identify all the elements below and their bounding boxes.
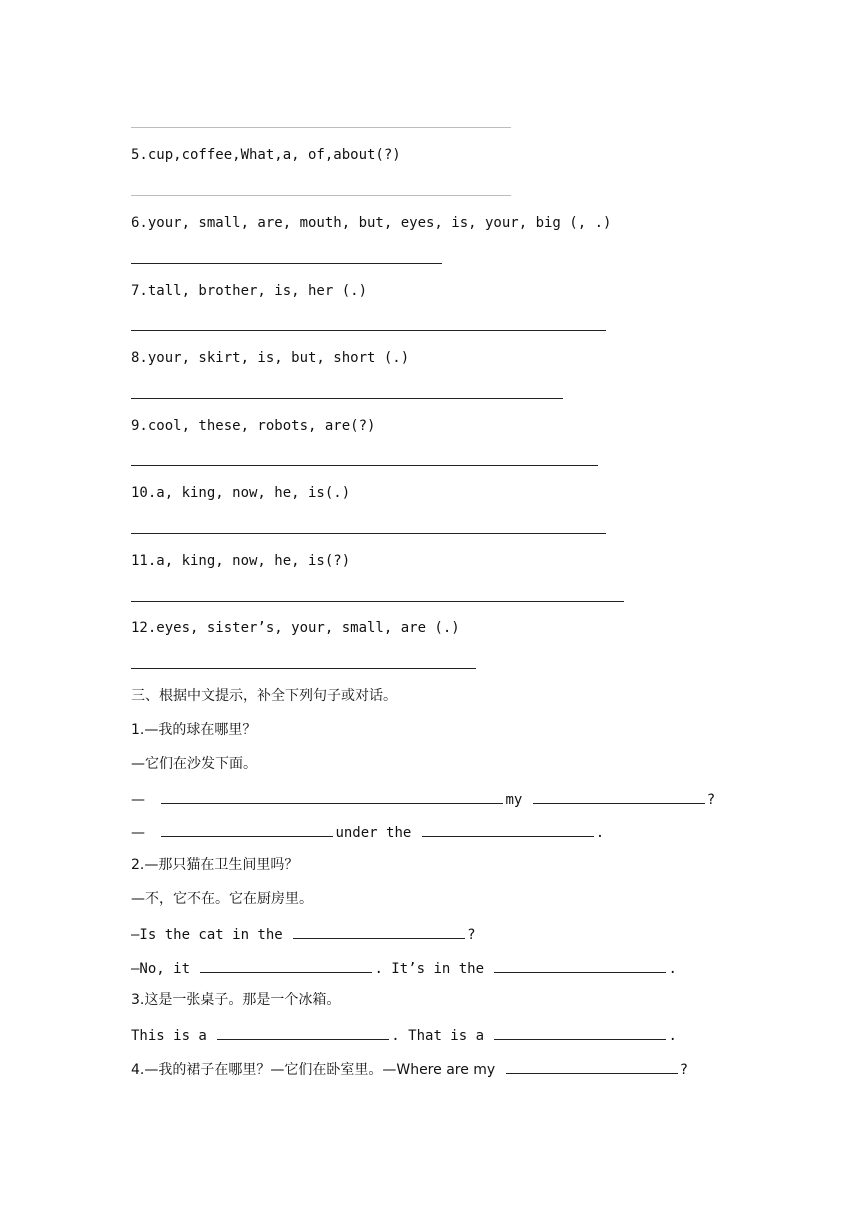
- answer-line-6[interactable]: [131, 263, 442, 264]
- q3-period: .: [668, 1028, 677, 1044]
- answer-line-11[interactable]: [131, 601, 624, 602]
- q2-line-4: [131, 957, 677, 979]
- question-5: 5.cup,coffee,What,a, of,about(?): [131, 147, 401, 163]
- q3-text-that: . That is a: [391, 1028, 485, 1044]
- q1-blank-2[interactable]: [533, 788, 705, 804]
- q2-blank-2[interactable]: [200, 957, 372, 973]
- answer-line-8[interactable]: [131, 398, 563, 399]
- question-11: 11.a, king, now, he, is(?): [131, 553, 351, 569]
- q2-blank-3[interactable]: [494, 957, 666, 973]
- q3-blank-2[interactable]: [494, 1024, 666, 1040]
- q4-qmark: ?: [679, 1062, 689, 1078]
- q2-prompt-1: 2.—那只猫在卫生间里吗？: [131, 857, 299, 873]
- q2-line-3: [131, 923, 476, 945]
- question-10: 10.a, king, now, he, is(.): [131, 485, 351, 501]
- q1-line-4: [131, 821, 604, 843]
- answer-line-4[interactable]: [131, 127, 511, 128]
- q1-prompt-2: —它们在沙发下面。: [131, 756, 257, 772]
- question-8: 8.your, skirt, is, but, short (.): [131, 350, 410, 366]
- question-7: 7.tall, brother, is, her (.): [131, 283, 368, 299]
- q2-prompt-2: —不，它不在。它在厨房里。: [131, 891, 313, 907]
- q3-text-this: This is a: [131, 1028, 207, 1044]
- question-12: 12.eyes, sister’s, your, small, are (.): [131, 620, 460, 636]
- q1-qmark: ?: [706, 792, 716, 808]
- q2-text-its: . It’s in the: [374, 961, 485, 977]
- q2-text-is: —Is the cat in the: [131, 927, 283, 943]
- dash: —: [131, 825, 145, 841]
- q4-line: [131, 1058, 688, 1080]
- answer-line-7[interactable]: [131, 330, 606, 331]
- q1-text-my: my: [505, 792, 523, 808]
- q1-text-under: under the: [335, 825, 412, 841]
- section-heading: 三、根据中文提示，补全下列句子或对话。: [131, 688, 397, 704]
- dash: —: [131, 792, 145, 808]
- q1-line-3: [131, 788, 715, 810]
- answer-line-9[interactable]: [131, 465, 598, 466]
- answer-line-10[interactable]: [131, 533, 606, 534]
- question-6: 6.your, small, are, mouth, but, eyes, is, your, big (, .): [131, 215, 612, 231]
- q4-prompt: 4.—我的裙子在哪里？—它们在卧室里。—Where are my: [131, 1062, 496, 1078]
- q2-text-no: —No, it: [131, 961, 191, 977]
- q2-blank-1[interactable]: [293, 923, 465, 939]
- q1-blank-3[interactable]: [161, 821, 333, 837]
- q3-blank-1[interactable]: [217, 1024, 389, 1040]
- q3-line-2: [131, 1024, 677, 1046]
- answer-line-12[interactable]: [131, 668, 476, 669]
- q1-blank-4[interactable]: [422, 821, 594, 837]
- q2-period: .: [668, 961, 677, 977]
- q4-blank-1[interactable]: [506, 1058, 678, 1074]
- q2-qmark: ?: [467, 927, 476, 943]
- q3-prompt: 3.这是一张桌子。那是一个冰箱。: [131, 992, 341, 1008]
- answer-line-5[interactable]: [131, 195, 511, 196]
- q1-prompt-1: 1.—我的球在哪里？: [131, 722, 257, 738]
- question-9: 9.cool, these, robots, are(?): [131, 418, 376, 434]
- q1-blank-1[interactable]: [161, 788, 503, 804]
- q1-period: .: [595, 825, 605, 841]
